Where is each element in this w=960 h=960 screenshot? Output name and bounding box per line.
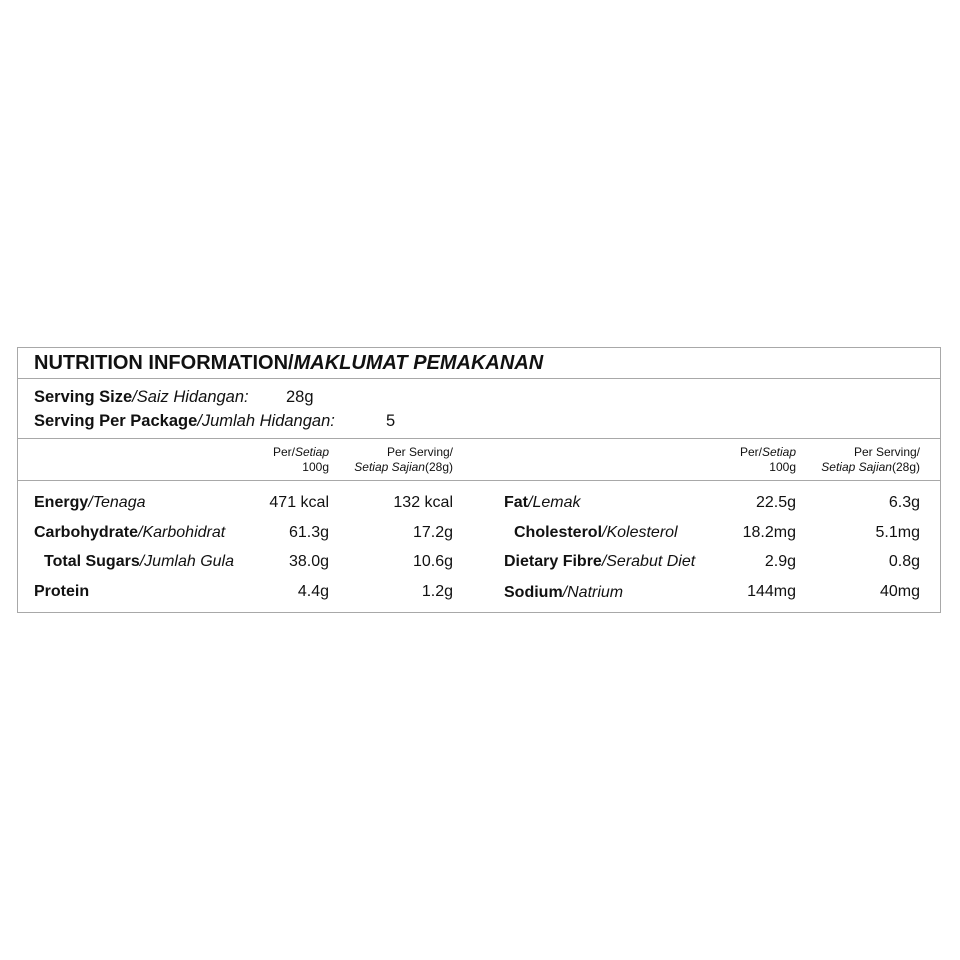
total-sugars-per100: 38.0g [288, 553, 329, 570]
nutrient-ms: /Serabut Diet [601, 553, 696, 570]
divider-title [18, 378, 940, 379]
carbohydrate-per100: 61.3g [288, 524, 329, 541]
col-header-perserving-line1: Per Serving/ [386, 445, 453, 459]
col-header-per100-line1-en: Per/ [739, 445, 762, 459]
col-header-perserving-line2-ms: Setiap Sajian [821, 460, 892, 474]
nutrient-ms: /Karbohidrat [138, 524, 226, 541]
nutrient-label-fat [504, 494, 580, 512]
sodium-per100: 144mg [747, 583, 796, 600]
col-header-perserving-right [821, 445, 920, 475]
serving-per-package-value: 5 [386, 412, 396, 430]
col-header-per100-line1-ms: Setiap [294, 445, 329, 459]
nutrient-en: Sodium [504, 584, 563, 601]
nutrient-en: Dietary Fibre [504, 553, 602, 570]
nutrient-en: Cholesterol [514, 524, 603, 541]
nutrient-ms: /Natrium [562, 584, 624, 601]
carbohydrate-perserving: 17.2g [412, 524, 453, 541]
col-header-perserving-line2-amt: (28g) [424, 460, 453, 474]
fat-per100: 22.5g [755, 494, 796, 511]
col-header-per100-line1-en: Per/ [272, 445, 295, 459]
cholesterol-perserving: 5.1mg [875, 524, 920, 541]
sodium-perserving: 40mg [879, 583, 920, 600]
protein-perserving: 1.2g [421, 583, 453, 600]
nutrient-ms: /Tenaga [88, 494, 146, 511]
col-header-per100-line2: 100g [302, 460, 329, 474]
serving-size-label-en: Serving Size [34, 388, 133, 406]
panel-title [34, 352, 543, 375]
energy-per100: 471 kcal [269, 494, 329, 511]
nutrient-label-energy [34, 494, 146, 512]
nutrient-en: Carbohydrate [34, 524, 139, 541]
fat-perserving: 6.3g [888, 494, 920, 511]
energy-perserving: 132 kcal [393, 494, 453, 511]
divider-header [18, 480, 940, 481]
nutrient-en: Protein [34, 583, 90, 600]
col-header-per100-right [740, 445, 796, 475]
nutrient-label-total-sugars [44, 553, 234, 571]
nutrient-en: Energy [34, 494, 89, 511]
divider-serving [18, 438, 940, 439]
col-header-perserving-line2-ms: Setiap Sajian [354, 460, 425, 474]
nutrient-label-cholesterol [514, 524, 678, 542]
col-header-perserving-line1: Per Serving/ [853, 445, 920, 459]
nutrient-label-sodium [504, 584, 623, 602]
nutrient-en: Fat [504, 494, 528, 511]
serving-per-package-label-en: Serving Per Package [34, 412, 198, 430]
col-header-perserving-left [354, 445, 453, 475]
nutrition-panel [17, 347, 941, 613]
col-header-per100-line1-ms: Setiap [761, 445, 796, 459]
col-header-per100-line2: 100g [769, 460, 796, 474]
total-sugars-perserving: 10.6g [412, 553, 453, 570]
nutrient-ms: /Kolesterol [602, 524, 678, 541]
serving-size-label [34, 388, 249, 407]
title-en: NUTRITION INFORMATION/ [34, 352, 294, 374]
cholesterol-per100: 18.2mg [742, 524, 796, 541]
protein-per100: 4.4g [297, 583, 329, 600]
dietary-fibre-per100: 2.9g [764, 553, 796, 570]
nutrient-ms: /Lemak [528, 494, 581, 511]
col-header-perserving-line2-amt: (28g) [891, 460, 920, 474]
serving-per-package-label-ms: /Jumlah Hidangan: [197, 412, 335, 430]
nutrient-label-dietary-fibre [504, 553, 695, 571]
title-ms: MAKLUMAT PEMAKANAN [293, 352, 544, 374]
nutrient-en: Total Sugars [44, 553, 140, 570]
col-header-per100-left [273, 445, 329, 475]
nutrient-label-carbohydrate [34, 524, 225, 542]
serving-size-label-ms: /Saiz Hidangan: [132, 388, 249, 406]
serving-per-package-label [34, 412, 335, 431]
nutrient-ms: /Jumlah Gula [139, 553, 234, 570]
serving-size-value: 28g [286, 388, 314, 406]
dietary-fibre-perserving: 0.8g [888, 553, 920, 570]
nutrient-label-protein [34, 583, 89, 601]
